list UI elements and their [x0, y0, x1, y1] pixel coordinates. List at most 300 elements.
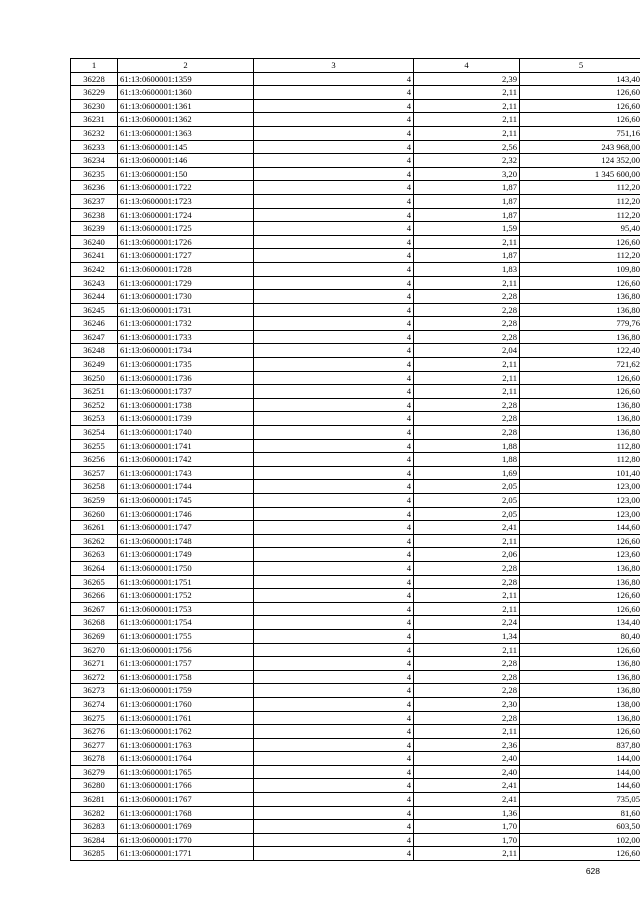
category-cell: 4 [254, 222, 414, 236]
category-cell: 4 [254, 439, 414, 453]
cadastral-number-cell: 61:13:0600001:1360 [118, 86, 254, 100]
table-row [71, 126, 640, 140]
category-cell: 4 [254, 589, 414, 603]
rate-cell: 2,11 [414, 385, 520, 399]
table-row [71, 154, 640, 168]
table-row [71, 725, 640, 739]
table-row [71, 181, 640, 195]
rate-cell: 2,41 [414, 779, 520, 793]
table-row [71, 534, 640, 548]
cadastral-number-cell: 61:13:0600001:1764 [118, 752, 254, 766]
table-row [71, 262, 640, 276]
amount-cell: 136,80 [520, 575, 640, 589]
table-row [71, 222, 640, 236]
row-number-cell: 36282 [71, 806, 118, 820]
category-cell: 4 [254, 466, 414, 480]
cadastral-number-cell: 61:13:0600001:1750 [118, 561, 254, 575]
amount-cell: 126,60 [520, 276, 640, 290]
cadastral-number-cell: 61:13:0600001:1738 [118, 398, 254, 412]
category-cell: 4 [254, 249, 414, 263]
row-number-cell: 36248 [71, 344, 118, 358]
row-number-cell: 36274 [71, 697, 118, 711]
category-cell: 4 [254, 684, 414, 698]
row-number-cell: 36275 [71, 711, 118, 725]
cadastral-number-cell: 61:13:0600001:1736 [118, 371, 254, 385]
rate-cell: 2,06 [414, 548, 520, 562]
category-cell: 4 [254, 113, 414, 127]
amount-cell: 101,40 [520, 466, 640, 480]
rate-cell: 1,87 [414, 208, 520, 222]
row-number-cell: 36265 [71, 575, 118, 589]
row-number-cell: 36238 [71, 208, 118, 222]
row-number-cell: 36228 [71, 72, 118, 86]
table-row [71, 602, 640, 616]
cadastral-number-cell: 61:13:0600001:1747 [118, 521, 254, 535]
row-number-cell: 36239 [71, 222, 118, 236]
amount-cell: 136,80 [520, 711, 640, 725]
table-row [71, 208, 640, 222]
row-number-cell: 36259 [71, 494, 118, 508]
row-number-cell: 36234 [71, 154, 118, 168]
rate-cell: 2,40 [414, 765, 520, 779]
category-cell: 4 [254, 602, 414, 616]
table-row [71, 684, 640, 698]
rate-cell: 2,11 [414, 602, 520, 616]
rate-cell: 1,87 [414, 249, 520, 263]
row-number-cell: 36281 [71, 793, 118, 807]
table-row [71, 99, 640, 113]
table-row [71, 643, 640, 657]
cadastral-number-cell: 61:13:0600001:1756 [118, 643, 254, 657]
rate-cell: 2,11 [414, 358, 520, 372]
cadastral-number-cell: 61:13:0600001:1737 [118, 385, 254, 399]
table-body [71, 72, 640, 860]
row-number-cell: 36271 [71, 657, 118, 671]
table-row [71, 548, 640, 562]
cadastral-number-cell: 61:13:0600001:1359 [118, 72, 254, 86]
category-cell: 4 [254, 494, 414, 508]
rate-cell: 2,28 [414, 575, 520, 589]
table-row [71, 494, 640, 508]
rate-cell: 1,87 [414, 181, 520, 195]
rate-cell: 2,11 [414, 589, 520, 603]
amount-cell: 136,80 [520, 657, 640, 671]
amount-cell: 144,60 [520, 521, 640, 535]
category-cell: 4 [254, 711, 414, 725]
rate-cell: 1,34 [414, 629, 520, 643]
rate-cell: 2,36 [414, 738, 520, 752]
cadastral-number-cell: 61:13:0600001:1739 [118, 412, 254, 426]
table-row [71, 575, 640, 589]
row-number-cell: 36251 [71, 385, 118, 399]
cadastral-number-cell: 61:13:0600001:1770 [118, 833, 254, 847]
rate-cell: 2,28 [414, 684, 520, 698]
cadastral-number-cell: 61:13:0600001:1732 [118, 317, 254, 331]
rate-cell: 1,88 [414, 439, 520, 453]
cadastral-number-cell: 61:13:0600001:1751 [118, 575, 254, 589]
category-cell: 4 [254, 86, 414, 100]
rate-cell: 2,11 [414, 725, 520, 739]
row-number-cell: 36237 [71, 194, 118, 208]
table-row [71, 439, 640, 453]
amount-cell: 112,80 [520, 453, 640, 467]
header-cell-2: 2 [118, 59, 254, 73]
cadastral-number-cell: 61:13:0600001:1362 [118, 113, 254, 127]
row-number-cell: 36283 [71, 820, 118, 834]
amount-cell: 124 352,00 [520, 154, 640, 168]
category-cell: 4 [254, 154, 414, 168]
category-cell: 4 [254, 765, 414, 779]
category-cell: 4 [254, 575, 414, 589]
amount-cell: 136,80 [520, 330, 640, 344]
header-cell-3: 3 [254, 59, 414, 73]
row-number-cell: 36270 [71, 643, 118, 657]
row-number-cell: 36264 [71, 561, 118, 575]
rate-cell: 2,11 [414, 113, 520, 127]
amount-cell: 144,00 [520, 765, 640, 779]
table-row [71, 235, 640, 249]
amount-cell: 243 968,00 [520, 140, 640, 154]
row-number-cell: 36253 [71, 412, 118, 426]
amount-cell: 112,20 [520, 194, 640, 208]
row-number-cell: 36267 [71, 602, 118, 616]
category-cell: 4 [254, 752, 414, 766]
row-number-cell: 36236 [71, 181, 118, 195]
category-cell: 4 [254, 181, 414, 195]
header-cell-5: 5 [520, 59, 640, 73]
row-number-cell: 36254 [71, 426, 118, 440]
category-cell: 4 [254, 548, 414, 562]
category-cell: 4 [254, 697, 414, 711]
rate-cell: 2,28 [414, 426, 520, 440]
table-row [71, 697, 640, 711]
amount-cell: 136,80 [520, 670, 640, 684]
category-cell: 4 [254, 385, 414, 399]
rate-cell: 2,41 [414, 793, 520, 807]
rate-cell: 2,24 [414, 616, 520, 630]
table-row [71, 589, 640, 603]
category-cell: 4 [254, 371, 414, 385]
table-row [71, 167, 640, 181]
category-cell: 4 [254, 629, 414, 643]
cadastral-number-cell: 61:13:0600001:1749 [118, 548, 254, 562]
cadastral-number-cell: 61:13:0600001:1741 [118, 439, 254, 453]
amount-cell: 136,80 [520, 290, 640, 304]
table-row [71, 249, 640, 263]
category-cell: 4 [254, 398, 414, 412]
amount-cell: 603,50 [520, 820, 640, 834]
cadastral-number-cell: 61:13:0600001:1728 [118, 262, 254, 276]
amount-cell: 95,40 [520, 222, 640, 236]
page-number: 628 [585, 866, 600, 876]
table-row [71, 616, 640, 630]
table-row [71, 521, 640, 535]
rate-cell: 2,11 [414, 643, 520, 657]
rate-cell: 2,28 [414, 303, 520, 317]
row-number-cell: 36245 [71, 303, 118, 317]
cadastral-number-cell: 61:13:0600001:1753 [118, 602, 254, 616]
table-header [71, 59, 640, 73]
category-cell: 4 [254, 330, 414, 344]
row-number-cell: 36272 [71, 670, 118, 684]
table-row [71, 344, 640, 358]
amount-cell: 136,80 [520, 412, 640, 426]
cadastral-number-cell: 61:13:0600001:1744 [118, 480, 254, 494]
cadastral-number-cell: 61:13:0600001:1761 [118, 711, 254, 725]
category-cell: 4 [254, 793, 414, 807]
rate-cell: 2,28 [414, 412, 520, 426]
amount-cell: 102,00 [520, 833, 640, 847]
row-number-cell: 36252 [71, 398, 118, 412]
row-number-cell: 36256 [71, 453, 118, 467]
amount-cell: 109,80 [520, 262, 640, 276]
rate-cell: 2,56 [414, 140, 520, 154]
category-cell: 4 [254, 643, 414, 657]
amount-cell: 126,60 [520, 847, 640, 861]
table-row [71, 358, 640, 372]
amount-cell: 123,00 [520, 494, 640, 508]
cadastral-number-cell: 61:13:0600001:1727 [118, 249, 254, 263]
amount-cell: 112,20 [520, 208, 640, 222]
rate-cell: 2,11 [414, 235, 520, 249]
table-row [71, 303, 640, 317]
row-number-cell: 36232 [71, 126, 118, 140]
cadastral-number-cell: 61:13:0600001:1733 [118, 330, 254, 344]
header-cell-1: 1 [71, 59, 118, 73]
rate-cell: 2,11 [414, 847, 520, 861]
category-cell: 4 [254, 670, 414, 684]
cadastral-number-cell: 61:13:0600001:145 [118, 140, 254, 154]
amount-cell: 138,00 [520, 697, 640, 711]
row-number-cell: 36247 [71, 330, 118, 344]
rate-cell: 2,28 [414, 317, 520, 331]
category-cell: 4 [254, 358, 414, 372]
amount-cell: 779,76 [520, 317, 640, 331]
rate-cell: 2,11 [414, 99, 520, 113]
table-row [71, 290, 640, 304]
amount-cell: 144,60 [520, 779, 640, 793]
amount-cell: 126,60 [520, 371, 640, 385]
rate-cell: 2,05 [414, 507, 520, 521]
category-cell: 4 [254, 276, 414, 290]
table-row [71, 385, 640, 399]
cadastral-number-cell: 61:13:0600001:1759 [118, 684, 254, 698]
table-row [71, 453, 640, 467]
rate-cell: 2,40 [414, 752, 520, 766]
category-cell: 4 [254, 833, 414, 847]
amount-cell: 123,00 [520, 480, 640, 494]
cadastral-number-cell: 61:13:0600001:1748 [118, 534, 254, 548]
rate-cell: 1,88 [414, 453, 520, 467]
amount-cell: 112,80 [520, 439, 640, 453]
row-number-cell: 36285 [71, 847, 118, 861]
category-cell: 4 [254, 561, 414, 575]
rate-cell: 2,05 [414, 480, 520, 494]
row-number-cell: 36261 [71, 521, 118, 535]
row-number-cell: 36278 [71, 752, 118, 766]
amount-cell: 136,80 [520, 684, 640, 698]
amount-cell: 126,60 [520, 589, 640, 603]
amount-cell: 126,60 [520, 602, 640, 616]
rate-cell: 2,11 [414, 86, 520, 100]
category-cell: 4 [254, 426, 414, 440]
table-row [71, 466, 640, 480]
amount-cell: 143,40 [520, 72, 640, 86]
row-number-cell: 36258 [71, 480, 118, 494]
row-number-cell: 36266 [71, 589, 118, 603]
amount-cell: 112,20 [520, 181, 640, 195]
row-number-cell: 36260 [71, 507, 118, 521]
category-cell: 4 [254, 412, 414, 426]
table-row [71, 72, 640, 86]
category-cell: 4 [254, 303, 414, 317]
category-cell: 4 [254, 820, 414, 834]
amount-cell: 144,00 [520, 752, 640, 766]
category-cell: 4 [254, 616, 414, 630]
cadastral-number-cell: 61:13:0600001:1757 [118, 657, 254, 671]
category-cell: 4 [254, 317, 414, 331]
table-row [71, 113, 640, 127]
category-cell: 4 [254, 99, 414, 113]
rate-cell: 1,87 [414, 194, 520, 208]
cadastral-number-cell: 61:13:0600001:1762 [118, 725, 254, 739]
header-row [71, 59, 640, 73]
category-cell: 4 [254, 738, 414, 752]
row-number-cell: 36249 [71, 358, 118, 372]
rate-cell: 2,11 [414, 126, 520, 140]
data-table [70, 58, 640, 861]
amount-cell: 136,80 [520, 561, 640, 575]
amount-cell: 136,80 [520, 426, 640, 440]
amount-cell: 1 345 600,00 [520, 167, 640, 181]
rate-cell: 1,83 [414, 262, 520, 276]
category-cell: 4 [254, 480, 414, 494]
table-row [71, 426, 640, 440]
row-number-cell: 36268 [71, 616, 118, 630]
category-cell: 4 [254, 534, 414, 548]
cadastral-number-cell: 61:13:0600001:1752 [118, 589, 254, 603]
table-row [71, 507, 640, 521]
cadastral-number-cell: 61:13:0600001:1768 [118, 806, 254, 820]
rate-cell: 2,28 [414, 657, 520, 671]
amount-cell: 123,00 [520, 507, 640, 521]
category-cell: 4 [254, 194, 414, 208]
row-number-cell: 36277 [71, 738, 118, 752]
row-number-cell: 36284 [71, 833, 118, 847]
cadastral-number-cell: 61:13:0600001:1755 [118, 629, 254, 643]
cadastral-number-cell: 61:13:0600001:1763 [118, 738, 254, 752]
rate-cell: 2,28 [414, 670, 520, 684]
table-row [71, 629, 640, 643]
cadastral-number-cell: 61:13:0600001:1771 [118, 847, 254, 861]
cadastral-number-cell: 61:13:0600001:146 [118, 154, 254, 168]
cadastral-number-cell: 61:13:0600001:1769 [118, 820, 254, 834]
table-row [71, 330, 640, 344]
rate-cell: 2,28 [414, 561, 520, 575]
amount-cell: 126,60 [520, 86, 640, 100]
rate-cell: 1,36 [414, 806, 520, 820]
amount-cell: 126,60 [520, 643, 640, 657]
row-number-cell: 36262 [71, 534, 118, 548]
amount-cell: 126,60 [520, 534, 640, 548]
category-cell: 4 [254, 806, 414, 820]
amount-cell: 126,60 [520, 385, 640, 399]
amount-cell: 136,80 [520, 398, 640, 412]
row-number-cell: 36246 [71, 317, 118, 331]
rate-cell: 1,59 [414, 222, 520, 236]
category-cell: 4 [254, 208, 414, 222]
cadastral-number-cell: 61:13:0600001:1734 [118, 344, 254, 358]
rate-cell: 2,05 [414, 494, 520, 508]
cadastral-number-cell: 61:13:0600001:1754 [118, 616, 254, 630]
amount-cell: 80,40 [520, 629, 640, 643]
table-row [71, 657, 640, 671]
header-cell-4: 4 [414, 59, 520, 73]
category-cell: 4 [254, 262, 414, 276]
cadastral-number-cell: 61:13:0600001:1742 [118, 453, 254, 467]
row-number-cell: 36241 [71, 249, 118, 263]
cadastral-number-cell: 61:13:0600001:1767 [118, 793, 254, 807]
amount-cell: 122,40 [520, 344, 640, 358]
rate-cell: 2,11 [414, 276, 520, 290]
category-cell: 4 [254, 344, 414, 358]
cadastral-number-cell: 61:13:0600001:1726 [118, 235, 254, 249]
amount-cell: 126,60 [520, 113, 640, 127]
row-number-cell: 36280 [71, 779, 118, 793]
cadastral-number-cell: 61:13:0600001:1745 [118, 494, 254, 508]
amount-cell: 126,60 [520, 99, 640, 113]
row-number-cell: 36279 [71, 765, 118, 779]
cadastral-number-cell: 61:13:0600001:1724 [118, 208, 254, 222]
category-cell: 4 [254, 507, 414, 521]
rate-cell: 2,11 [414, 371, 520, 385]
category-cell: 4 [254, 779, 414, 793]
table-row [71, 752, 640, 766]
table-row [71, 793, 640, 807]
table-row [71, 398, 640, 412]
rate-cell: 2,41 [414, 521, 520, 535]
amount-cell: 735,05 [520, 793, 640, 807]
cadastral-number-cell: 61:13:0600001:1760 [118, 697, 254, 711]
amount-cell: 136,80 [520, 303, 640, 317]
row-number-cell: 36250 [71, 371, 118, 385]
rate-cell: 2,11 [414, 534, 520, 548]
table-row [71, 412, 640, 426]
category-cell: 4 [254, 126, 414, 140]
row-number-cell: 36230 [71, 99, 118, 113]
rate-cell: 2,28 [414, 398, 520, 412]
cadastral-number-cell: 61:13:0600001:1740 [118, 426, 254, 440]
cadastral-number-cell: 61:13:0600001:150 [118, 167, 254, 181]
table-row [71, 820, 640, 834]
cadastral-number-cell: 61:13:0600001:1363 [118, 126, 254, 140]
category-cell: 4 [254, 657, 414, 671]
cadastral-number-cell: 61:13:0600001:1722 [118, 181, 254, 195]
cadastral-number-cell: 61:13:0600001:1731 [118, 303, 254, 317]
cadastral-number-cell: 61:13:0600001:1766 [118, 779, 254, 793]
cadastral-number-cell: 61:13:0600001:1735 [118, 358, 254, 372]
category-cell: 4 [254, 167, 414, 181]
amount-cell: 81,60 [520, 806, 640, 820]
table-row [71, 371, 640, 385]
category-cell: 4 [254, 290, 414, 304]
table-row [71, 765, 640, 779]
category-cell: 4 [254, 725, 414, 739]
category-cell: 4 [254, 140, 414, 154]
amount-cell: 126,60 [520, 235, 640, 249]
rate-cell: 1,70 [414, 833, 520, 847]
amount-cell: 721,62 [520, 358, 640, 372]
